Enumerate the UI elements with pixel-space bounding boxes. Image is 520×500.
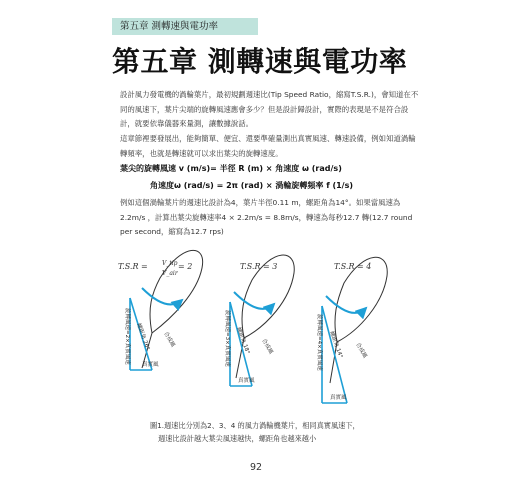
paragraph-example: 例如這個渦輪葉片的週速比設計為4，葉片半徑0.11 m，螺距角為14°。如果當風速為2.2m/s ，計算出葉尖旋轉速率4 × 2.2m/s = 8.8m/s，轉速為每秒12.7 轉(12.7 round per second，縮寫為12.7 rps)	[120, 198, 413, 236]
rotation-arrow	[326, 296, 366, 313]
resultant-wind-label: 合成風	[354, 342, 368, 360]
real-wind-label: 真實風	[142, 362, 159, 368]
pitch-angle-label: 螺距角 26°	[135, 322, 151, 351]
paragraph-purpose: 這章節裡要發展出，能夠簡單、便宜、還要準確量測出真實風速、轉速設備，例如知道渦輪轉頻率，也就是轉速就可以求出葉尖的旋轉速度。	[120, 134, 416, 158]
tsr-label: T.S.R = 4	[334, 262, 372, 271]
resultant-wind-label: 合成風	[162, 331, 176, 349]
pitch-angle-label: 螺距角 18°	[235, 326, 251, 355]
formula-tip-speed: 葉尖的旋轉風速 v (m/s)= 半徑 R (m) × 角速度 ω (rad/s)	[120, 164, 342, 173]
rotation-arrow	[142, 288, 182, 304]
tsr-value: = 2	[178, 262, 193, 271]
panel-tsr-4	[316, 257, 387, 403]
page-number: 92	[250, 462, 263, 473]
rotation-speed-label: 旋轉風速=4×真實風速	[316, 314, 322, 371]
figure-caption	[150, 419, 410, 445]
caption-line-2: 週速比設計越大葉尖風速越快，螺距角也越來越小	[158, 434, 317, 443]
vair-label: V_air	[162, 270, 178, 277]
pitch-angle-label: 螺距角 14°	[328, 330, 344, 359]
real-wind-label: 真實風	[330, 395, 347, 401]
tsr-label: T.S.R = 3	[240, 262, 278, 271]
tsr-label: T.S.R =	[118, 262, 148, 271]
blade-figure	[112, 238, 412, 413]
caption-line-1: 圖1.週速比分別為2、3、4 的風力渦輪機葉片，相同真實風速下，	[150, 421, 360, 430]
vtip-label: V_tip	[162, 260, 178, 267]
panel-tsr-2	[118, 250, 203, 370]
panel-tsr-3	[224, 255, 294, 386]
formula-angular-velocity: 角速度ω (rad/s) = 2π (rad) × 渦輪旋轉頻率 f (1/s)	[150, 181, 354, 190]
chapter-tab: 第五章 測轉速與電功率	[112, 18, 258, 35]
rotation-speed-label: 旋轉風速=2×真實風速	[124, 308, 130, 365]
blade-diagrams	[112, 238, 412, 413]
rotation-speed-label: 旋轉風速=3×真實風速	[224, 310, 230, 367]
page-title: 第五章 測轉速與電功率	[112, 45, 408, 78]
paragraph-intro: 設計風力發電機的渦輪葉片，最初規劃週速比(Tip Speed Ratio，縮寫T.S.R.)，會知道在不同的風速下，葉片尖端的旋轉風速應會多少？但是設計歸設計，實際的表現是不是符合設計，就要依靠儀器來量測，讓數據說話。	[120, 90, 419, 128]
real-wind-label: 真實風	[238, 378, 255, 384]
rotation-arrow	[234, 292, 274, 309]
resultant-wind-label: 合成風	[260, 338, 274, 356]
